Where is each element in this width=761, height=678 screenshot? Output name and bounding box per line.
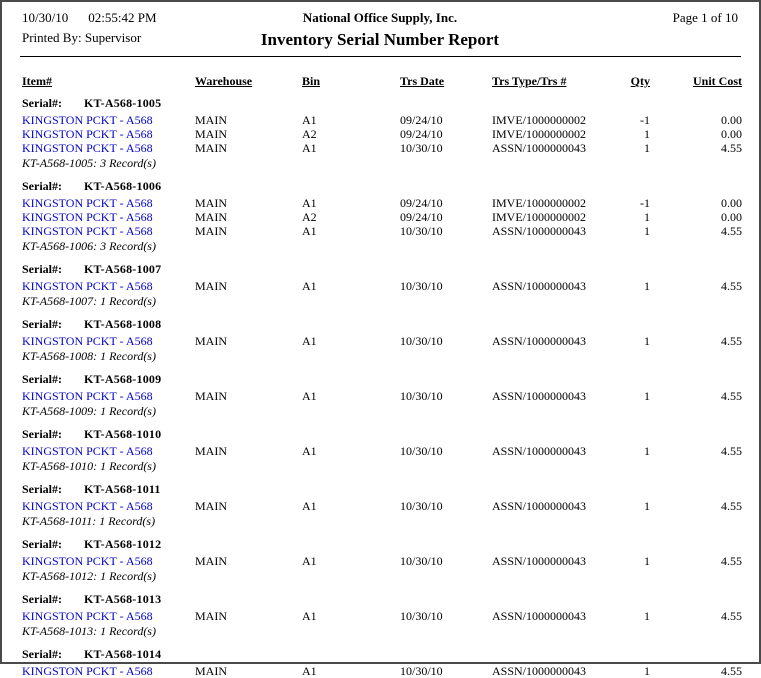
group-record-count: KT-A568-1013: 1 Record(s): [22, 624, 156, 638]
warehouse-cell: MAIN: [195, 141, 227, 155]
page-title: Inventory Serial Number Report: [260, 30, 500, 49]
serial-number: KT-A568-1014: [84, 647, 162, 661]
item-link[interactable]: KINGSTON PCKT - A568: [22, 210, 153, 224]
serial-group: [2, 482, 759, 529]
group-rows: [2, 389, 759, 403]
trs-date-cell: 10/30/10: [400, 499, 443, 513]
serial-number: KT-A568-1011: [84, 482, 161, 496]
print-date: 10/30/10: [22, 10, 69, 25]
group-record-count: KT-A568-1011: 1 Record(s): [22, 514, 156, 528]
group-rows: [2, 609, 759, 623]
qty-cell: 1: [644, 334, 650, 348]
bin-cell: A1: [302, 389, 317, 403]
serial-number: KT-A568-1013: [84, 592, 162, 606]
warehouse-cell: MAIN: [195, 609, 227, 623]
report-body: [2, 96, 759, 678]
trs-date-cell: 09/24/10: [400, 127, 443, 141]
item-link[interactable]: KINGSTON PCKT - A568: [22, 224, 153, 238]
report-header: [2, 2, 759, 54]
serial-number: KT-A568-1007: [84, 262, 162, 276]
serial-line: [2, 317, 759, 332]
trs-type-cell: IMVE/1000000002: [492, 196, 586, 210]
serial-label: Serial#:: [22, 372, 62, 386]
table-row: [2, 554, 759, 568]
column-header-trs-date: Trs Date: [400, 74, 445, 88]
bin-cell: A1: [302, 609, 317, 623]
serial-line: [2, 537, 759, 552]
qty-cell: 1: [644, 609, 650, 623]
trs-type-cell: IMVE/1000000002: [492, 210, 586, 224]
warehouse-cell: MAIN: [195, 210, 227, 224]
warehouse-cell: MAIN: [195, 499, 227, 513]
table-row: [2, 279, 759, 293]
bin-cell: A1: [302, 141, 317, 155]
trs-type-cell: ASSN/1000000043: [492, 444, 587, 458]
unit-cost-cell: 4.55: [721, 664, 742, 678]
trs-date-cell: 09/24/10: [400, 113, 443, 127]
table-row: [2, 141, 759, 155]
item-link[interactable]: KINGSTON PCKT - A568: [22, 141, 153, 155]
trs-type-cell: ASSN/1000000043: [492, 389, 587, 403]
report-heading: [261, 10, 499, 50]
trs-type-cell: ASSN/1000000043: [492, 141, 587, 155]
unit-cost-cell: 4.55: [721, 334, 742, 348]
table-row: [2, 113, 759, 127]
qty-cell: 1: [644, 444, 650, 458]
qty-cell: 1: [644, 127, 650, 141]
group-rows: [2, 279, 759, 293]
item-link[interactable]: KINGSTON PCKT - A568: [22, 279, 153, 293]
group-record-count: KT-A568-1009: 1 Record(s): [22, 404, 156, 418]
warehouse-cell: MAIN: [195, 279, 227, 293]
page-indicator: Page 1 of 10: [672, 10, 738, 25]
qty-cell: 1: [644, 224, 650, 238]
warehouse-cell: MAIN: [195, 127, 227, 141]
serial-line: [2, 647, 759, 662]
serial-group: [2, 317, 759, 364]
serial-group: [2, 262, 759, 309]
bin-cell: A1: [302, 664, 317, 678]
trs-date-cell: 10/30/10: [400, 279, 443, 293]
table-row: [2, 609, 759, 623]
warehouse-cell: MAIN: [195, 554, 227, 568]
serial-label: Serial#:: [22, 317, 62, 331]
bin-cell: A1: [302, 279, 317, 293]
column-header-trs-type: Trs Type/Trs #: [492, 74, 567, 88]
serial-label: Serial#:: [22, 427, 62, 441]
trs-date-cell: 10/30/10: [400, 334, 443, 348]
trs-type-cell: IMVE/1000000002: [492, 113, 586, 127]
printed-by: Printed By: Supervisor: [22, 30, 142, 45]
group-rows: [2, 664, 759, 678]
serial-label: Serial#:: [22, 96, 62, 110]
trs-type-cell: ASSN/1000000043: [492, 334, 587, 348]
column-header-bin: Bin: [302, 74, 321, 88]
group-rows: [2, 196, 759, 238]
item-link[interactable]: KINGSTON PCKT - A568: [22, 196, 153, 210]
serial-line: [2, 427, 759, 442]
qty-cell: 1: [644, 279, 650, 293]
group-record-count: KT-A568-1005: 3 Record(s): [22, 156, 156, 170]
trs-type-cell: ASSN/1000000043: [492, 664, 587, 678]
bin-cell: A1: [302, 196, 317, 210]
item-link[interactable]: KINGSTON PCKT - A568: [22, 389, 153, 403]
serial-group: [2, 537, 759, 584]
serial-line: [2, 96, 759, 111]
bin-cell: A2: [302, 127, 317, 141]
column-header-item: Item#: [22, 74, 52, 88]
bin-cell: A2: [302, 210, 317, 224]
unit-cost-cell: 4.55: [721, 224, 742, 238]
serial-line: [2, 262, 759, 277]
item-link[interactable]: KINGSTON PCKT - A568: [22, 664, 153, 678]
unit-cost-cell: 4.55: [721, 444, 742, 458]
serial-label: Serial#:: [22, 262, 62, 276]
table-row: [2, 444, 759, 458]
serial-group: [2, 427, 759, 474]
serial-group: [2, 179, 759, 254]
serial-line: [2, 372, 759, 387]
serial-label: Serial#:: [22, 482, 62, 496]
unit-cost-cell: 0.00: [721, 127, 742, 141]
table-row: [2, 499, 759, 513]
serial-group: [2, 647, 759, 678]
trs-date-cell: 09/24/10: [400, 210, 443, 224]
bin-cell: A1: [302, 113, 317, 127]
serial-group: [2, 592, 759, 639]
table-row: [2, 210, 759, 224]
warehouse-cell: MAIN: [195, 113, 227, 127]
warehouse-cell: MAIN: [195, 224, 227, 238]
serial-label: Serial#:: [22, 592, 62, 606]
group-rows: [2, 334, 759, 348]
item-link[interactable]: KINGSTON PCKT - A568: [22, 444, 153, 458]
print-time: 02:55:42 PM: [88, 10, 157, 25]
warehouse-cell: MAIN: [195, 196, 227, 210]
item-link[interactable]: KINGSTON PCKT - A568: [22, 127, 153, 141]
bin-cell: A1: [302, 224, 317, 238]
unit-cost-cell: 4.55: [721, 141, 742, 155]
warehouse-cell: MAIN: [195, 444, 227, 458]
group-record-count: KT-A568-1008: 1 Record(s): [22, 349, 156, 363]
table-row: [2, 664, 759, 678]
qty-cell: 1: [644, 389, 650, 403]
trs-type-cell: IMVE/1000000002: [492, 127, 586, 141]
serial-number: KT-A568-1009: [84, 372, 162, 386]
serial-number: KT-A568-1006: [84, 179, 162, 193]
table-row: [2, 334, 759, 348]
qty-cell: -1: [640, 196, 650, 210]
qty-cell: 1: [644, 664, 650, 678]
bin-cell: A1: [302, 554, 317, 568]
trs-date-cell: 09/24/10: [400, 196, 443, 210]
serial-line: [2, 179, 759, 194]
print-info: [22, 10, 261, 46]
serial-line: [2, 592, 759, 607]
qty-cell: 1: [644, 210, 650, 224]
trs-type-cell: ASSN/1000000043: [492, 224, 587, 238]
warehouse-cell: MAIN: [195, 389, 227, 403]
trs-type-cell: ASSN/1000000043: [492, 499, 587, 513]
group-rows: [2, 499, 759, 513]
trs-date-cell: 10/30/10: [400, 444, 443, 458]
trs-date-cell: 10/30/10: [400, 141, 443, 155]
column-headers: [2, 74, 759, 89]
trs-date-cell: 10/30/10: [400, 224, 443, 238]
qty-cell: 1: [644, 499, 650, 513]
group-record-count: KT-A568-1010: 1 Record(s): [22, 459, 156, 473]
qty-cell: -1: [640, 113, 650, 127]
group-rows: [2, 113, 759, 155]
group-rows: [2, 444, 759, 458]
bin-cell: A1: [302, 444, 317, 458]
bin-cell: A1: [302, 499, 317, 513]
serial-number: KT-A568-1010: [84, 427, 162, 441]
trs-type-cell: ASSN/1000000043: [492, 554, 587, 568]
unit-cost-cell: 4.55: [721, 389, 742, 403]
qty-cell: 1: [644, 141, 650, 155]
item-link[interactable]: KINGSTON PCKT - A568: [22, 113, 153, 127]
warehouse-cell: MAIN: [195, 664, 227, 678]
unit-cost-cell: 4.55: [721, 609, 742, 623]
item-link[interactable]: KINGSTON PCKT - A568: [22, 334, 153, 348]
serial-label: Serial#:: [22, 537, 62, 551]
unit-cost-cell: 0.00: [721, 196, 742, 210]
header-divider: [20, 56, 741, 57]
table-row: [2, 196, 759, 210]
unit-cost-cell: 4.55: [721, 279, 742, 293]
item-link[interactable]: KINGSTON PCKT - A568: [22, 499, 153, 513]
trs-date-cell: 10/30/10: [400, 389, 443, 403]
item-link[interactable]: KINGSTON PCKT - A568: [22, 609, 153, 623]
table-row: [2, 127, 759, 141]
table-row: [2, 389, 759, 403]
unit-cost-cell: 4.55: [721, 554, 742, 568]
table-row: [2, 224, 759, 238]
qty-cell: 1: [644, 554, 650, 568]
unit-cost-cell: 4.55: [721, 499, 742, 513]
column-header-unit-cost: Unit Cost: [692, 74, 742, 88]
serial-group: [2, 96, 759, 171]
trs-date-cell: 10/30/10: [400, 609, 443, 623]
group-rows: [2, 554, 759, 568]
group-record-count: KT-A568-1012: 1 Record(s): [22, 569, 156, 583]
trs-date-cell: 10/30/10: [400, 554, 443, 568]
serial-number: KT-A568-1008: [84, 317, 162, 331]
group-record-count: KT-A568-1006: 3 Record(s): [22, 239, 156, 253]
column-header-qty: Qty: [630, 74, 650, 88]
group-record-count: KT-A568-1007: 1 Record(s): [22, 294, 156, 308]
company-name: National Office Supply, Inc.: [302, 10, 458, 25]
item-link[interactable]: KINGSTON PCKT - A568: [22, 554, 153, 568]
trs-date-cell: 10/30/10: [400, 664, 443, 678]
serial-line: [2, 482, 759, 497]
trs-type-cell: ASSN/1000000043: [492, 609, 587, 623]
bin-cell: A1: [302, 334, 317, 348]
serial-number: KT-A568-1012: [84, 537, 162, 551]
column-header-warehouse: Warehouse: [195, 74, 253, 88]
warehouse-cell: MAIN: [195, 334, 227, 348]
serial-number: KT-A568-1005: [84, 96, 162, 110]
unit-cost-cell: 0.00: [721, 210, 742, 224]
serial-label: Serial#:: [22, 179, 62, 193]
serial-group: [2, 372, 759, 419]
trs-type-cell: ASSN/1000000043: [492, 279, 587, 293]
serial-label: Serial#:: [22, 647, 62, 661]
unit-cost-cell: 0.00: [721, 113, 742, 127]
